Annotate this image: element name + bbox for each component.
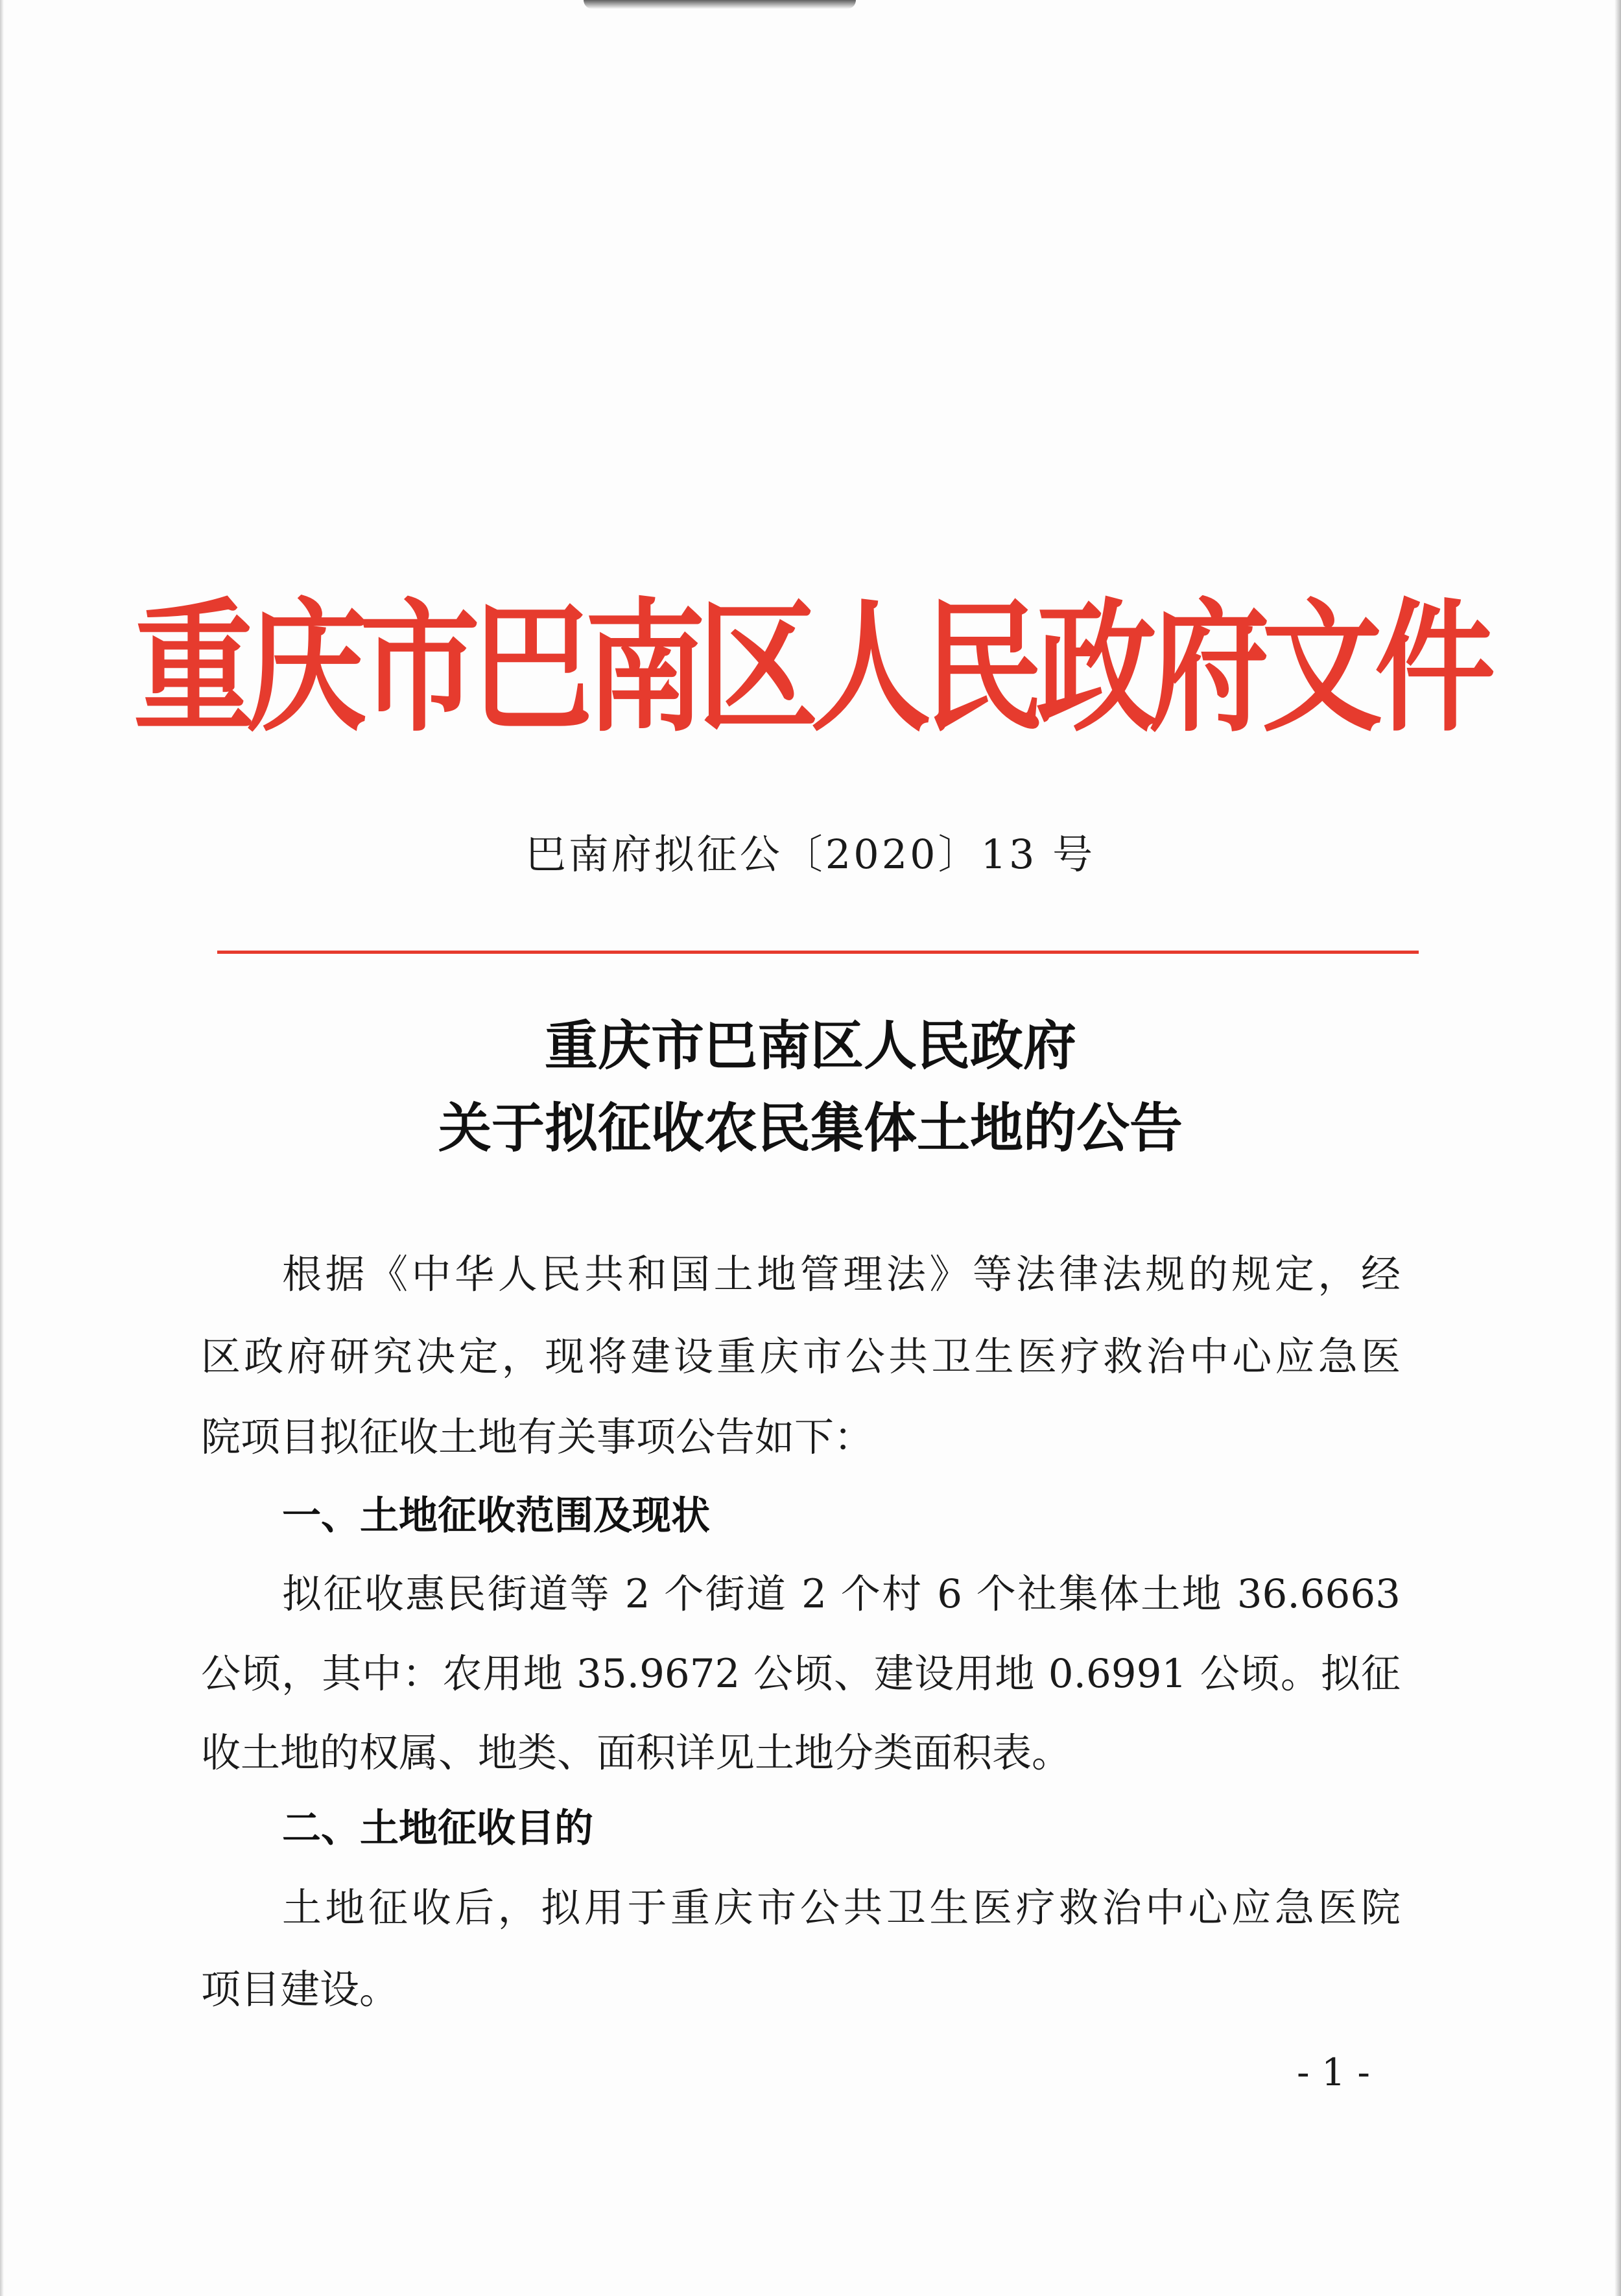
document-number: 巴南府拟征公〔2020〕13 号 (525, 831, 1096, 878)
paragraph-line: 土地征收后，拟用于重庆市公共卫生医疗救治中心应急医院 (282, 1885, 1401, 1931)
scan-shadow (584, 0, 856, 9)
paragraph-line: 拟征收惠民街道等 2 个街道 2 个村 6 个社集体土地 36.6663 (282, 1571, 1401, 1617)
paragraph-line: 项目建设。 (201, 1967, 399, 2013)
paragraph-line: 区政府研究决定，现将建设重庆市公共卫生医疗救治中心应急医 (201, 1334, 1401, 1380)
paragraph-line: 公顷，其中：农用地 35.9672 公顷、建设用地 0.6991 公顷。拟征 (201, 1651, 1401, 1697)
header-divider (217, 951, 1419, 954)
paragraph-line: 收土地的权属、地类、面积详见土地分类面积表。 (201, 1730, 1072, 1776)
section-heading: 一、土地征收范围及现状 (282, 1493, 710, 1539)
document-heading-line: 关于拟征收农民集体土地的公告 (438, 1097, 1183, 1159)
document-heading-line: 重庆市巴南区人民政府 (544, 1015, 1076, 1077)
paragraph-line: 根据《中华人民共和国土地管理法》等法律法规的规定，经 (282, 1251, 1401, 1297)
section-heading: 二、土地征收目的 (282, 1806, 593, 1851)
page-number: - 1 - (1297, 2050, 1370, 2094)
paragraph-line: 院项目拟征收土地有关事项公告如下： (201, 1414, 874, 1460)
document-header-title: 重庆市巴南区人民政府文件 (133, 583, 1487, 752)
